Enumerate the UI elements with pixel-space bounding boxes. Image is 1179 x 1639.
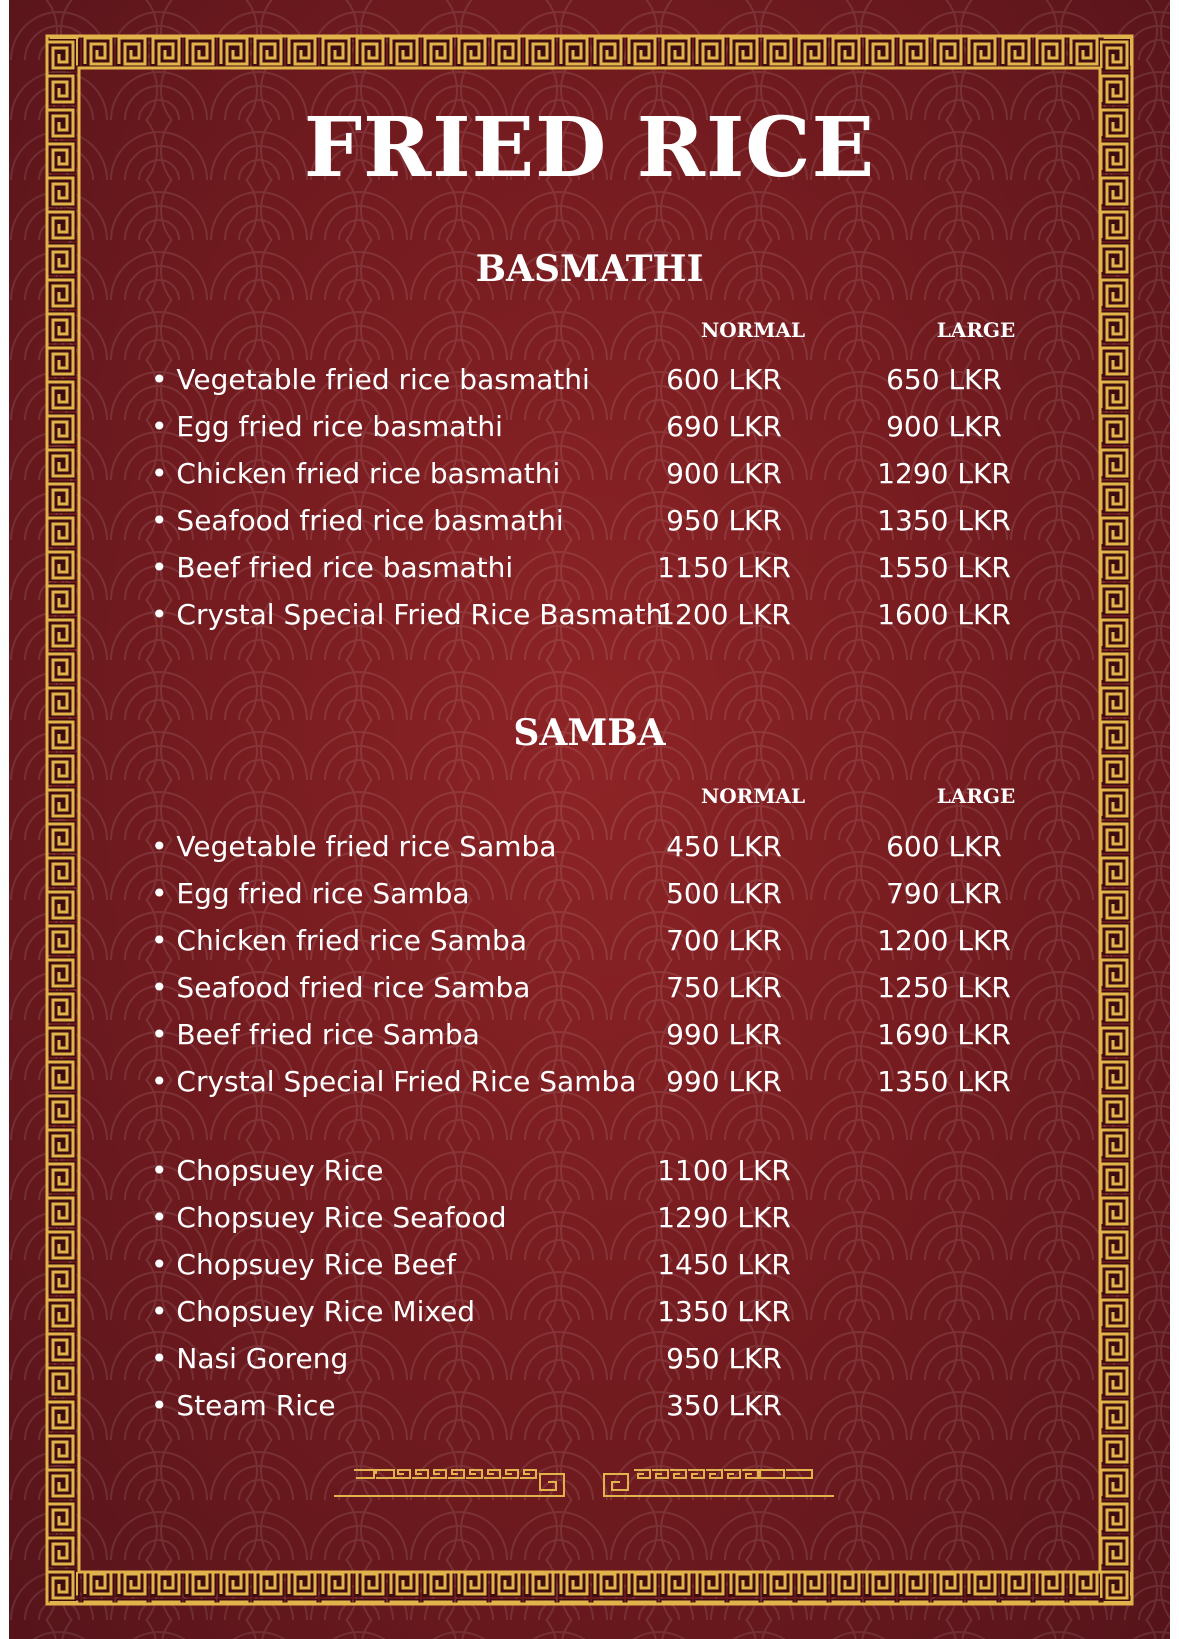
item-name: • Crystal Special Fried Rice Samba xyxy=(151,1065,636,1098)
item-name: • Nasi Goreng xyxy=(151,1342,348,1375)
menu-item xyxy=(9,1342,1170,1382)
item-name: • Seafood fried rice Samba xyxy=(151,971,530,1004)
menu-item xyxy=(9,877,1170,917)
menu-item xyxy=(9,1201,1170,1241)
price-normal: 750 LKR xyxy=(666,971,782,1004)
price: 1450 LKR xyxy=(657,1248,791,1281)
menu-item xyxy=(9,830,1170,870)
menu-item xyxy=(9,924,1170,964)
menu-item xyxy=(9,504,1170,544)
price-normal: 1200 LKR xyxy=(657,598,791,631)
price-large: 1350 LKR xyxy=(877,1065,1011,1098)
price-large: 600 LKR xyxy=(886,830,1002,863)
menu-item xyxy=(9,1295,1170,1335)
menu-item xyxy=(9,1248,1170,1288)
price-normal: 990 LKR xyxy=(666,1065,782,1098)
item-name: • Beef fried rice basmathi xyxy=(151,551,513,584)
price-normal: 500 LKR xyxy=(666,877,782,910)
price-normal: 990 LKR xyxy=(666,1018,782,1051)
menu-item xyxy=(9,457,1170,497)
price-normal: 950 LKR xyxy=(666,504,782,537)
item-name: • Beef fried rice Samba xyxy=(151,1018,480,1051)
column-header-normal: NORMAL xyxy=(700,784,806,808)
menu-item xyxy=(9,363,1170,403)
menu-item xyxy=(9,1065,1170,1105)
section-title-samba: SAMBA xyxy=(513,712,666,754)
item-name: • Steam Rice xyxy=(151,1389,336,1422)
item-name: • Egg fried rice Samba xyxy=(151,877,470,910)
item-name: • Chopsuey Rice Seafood xyxy=(151,1201,506,1234)
item-name: • Chopsuey Rice xyxy=(151,1154,384,1187)
column-header-large: LARGE xyxy=(936,318,1016,342)
price-normal: 700 LKR xyxy=(666,924,782,957)
column-header-normal: NORMAL xyxy=(700,318,806,342)
item-name: • Chicken fried rice basmathi xyxy=(151,457,560,490)
price-large: 1290 LKR xyxy=(877,457,1011,490)
price-large: 1350 LKR xyxy=(877,504,1011,537)
price: 1100 LKR xyxy=(657,1154,791,1187)
menu-poster xyxy=(9,0,1170,1639)
menu-item xyxy=(9,971,1170,1011)
greek-key-divider-ornament xyxy=(334,1460,834,1510)
menu-item xyxy=(9,1018,1170,1058)
page-title: FRIED RICE xyxy=(303,100,876,196)
price-large: 1600 LKR xyxy=(877,598,1011,631)
price-normal: 900 LKR xyxy=(666,457,782,490)
menu-item xyxy=(9,551,1170,591)
price-normal: 690 LKR xyxy=(666,410,782,443)
price-large: 1200 LKR xyxy=(877,924,1011,957)
item-name: • Seafood fried rice basmathi xyxy=(151,504,564,537)
price-large: 1250 LKR xyxy=(877,971,1011,1004)
price: 1290 LKR xyxy=(657,1201,791,1234)
price-normal: 450 LKR xyxy=(666,830,782,863)
price-normal: 600 LKR xyxy=(666,363,782,396)
item-name: • Vegetable fried rice basmathi xyxy=(151,363,590,396)
menu-item xyxy=(9,410,1170,450)
item-name: • Chopsuey Rice Mixed xyxy=(151,1295,475,1328)
price-normal: 1150 LKR xyxy=(657,551,791,584)
price-large: 1690 LKR xyxy=(877,1018,1011,1051)
price-large: 790 LKR xyxy=(886,877,1002,910)
item-name: • Egg fried rice basmathi xyxy=(151,410,503,443)
item-name: • Chopsuey Rice Beef xyxy=(151,1248,456,1281)
price: 1350 LKR xyxy=(657,1295,791,1328)
price-large: 650 LKR xyxy=(886,363,1002,396)
menu-item xyxy=(9,1154,1170,1194)
section-title-basmathi: BASMATHI xyxy=(475,248,704,290)
column-header-large: LARGE xyxy=(936,784,1016,808)
price: 350 LKR xyxy=(666,1389,782,1422)
item-name: • Crystal Special Fried Rice Basmathi xyxy=(151,598,671,631)
price-large: 1550 LKR xyxy=(877,551,1011,584)
item-name: • Vegetable fried rice Samba xyxy=(151,830,556,863)
menu-item xyxy=(9,598,1170,638)
menu-item xyxy=(9,1389,1170,1429)
price: 950 LKR xyxy=(666,1342,782,1375)
item-name: • Chicken fried rice Samba xyxy=(151,924,527,957)
price-large: 900 LKR xyxy=(886,410,1002,443)
